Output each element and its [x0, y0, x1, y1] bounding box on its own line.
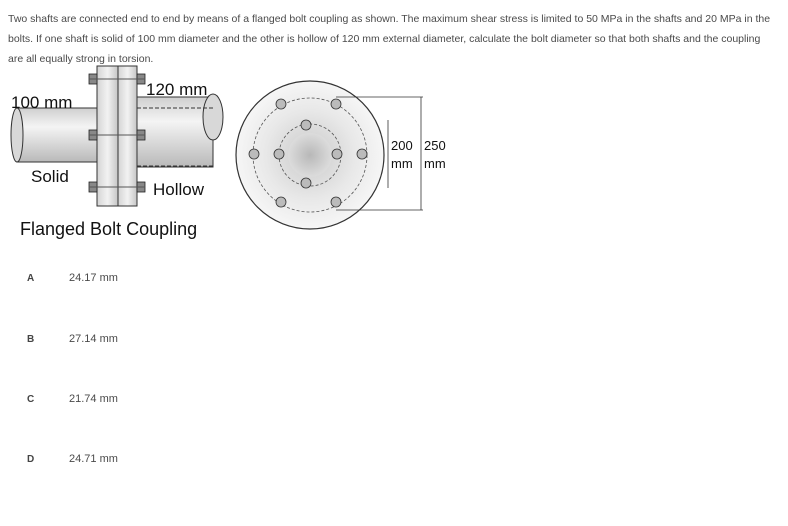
label-solid: Solid [31, 167, 69, 186]
option-b[interactable] [0, 327, 300, 357]
option-d[interactable] [0, 447, 300, 477]
option-letter: C [27, 394, 35, 405]
option-value: 24.71 mm [69, 453, 118, 465]
option-value: 27.14 mm [69, 333, 118, 345]
label-100mm: 100 mm [11, 93, 73, 112]
dim-200-value: 200 [391, 138, 413, 153]
coupling-figure [0, 64, 470, 244]
option-value: 21.74 mm [69, 393, 118, 405]
option-c[interactable] [0, 387, 300, 417]
option-letter: B [27, 334, 35, 345]
label-hollow: Hollow [153, 180, 205, 199]
dim-250-unit: mm [424, 156, 446, 171]
option-letter: A [27, 273, 35, 284]
hollow-shaft [137, 94, 223, 167]
label-120mm: 120 mm [146, 80, 208, 99]
question-text: Two shafts are connected end to end by means of a flanged bolt coupling as shown. The maximum shear stress is limited to 50 MPa in the shafts and 20 MPa in the bolts. If one shaft is solid of 100 mm diameter and the other is hollow of 120 mm external diameter, calculate the bolt diameter so that both shafts and the coupling are all equally strong in torsion. [8, 13, 771, 65]
dim-250-value: 250 [424, 138, 446, 153]
option-letter: D [27, 454, 35, 465]
flange-front-view [236, 81, 423, 229]
option-a[interactable] [0, 266, 300, 296]
flange-pair [89, 66, 145, 206]
solid-shaft [11, 108, 97, 162]
option-value: 24.17 mm [69, 272, 118, 284]
coupling-diagram [0, 64, 470, 244]
dim-200-unit: mm [391, 156, 413, 171]
figure-caption: Flanged Bolt Coupling [20, 219, 198, 239]
